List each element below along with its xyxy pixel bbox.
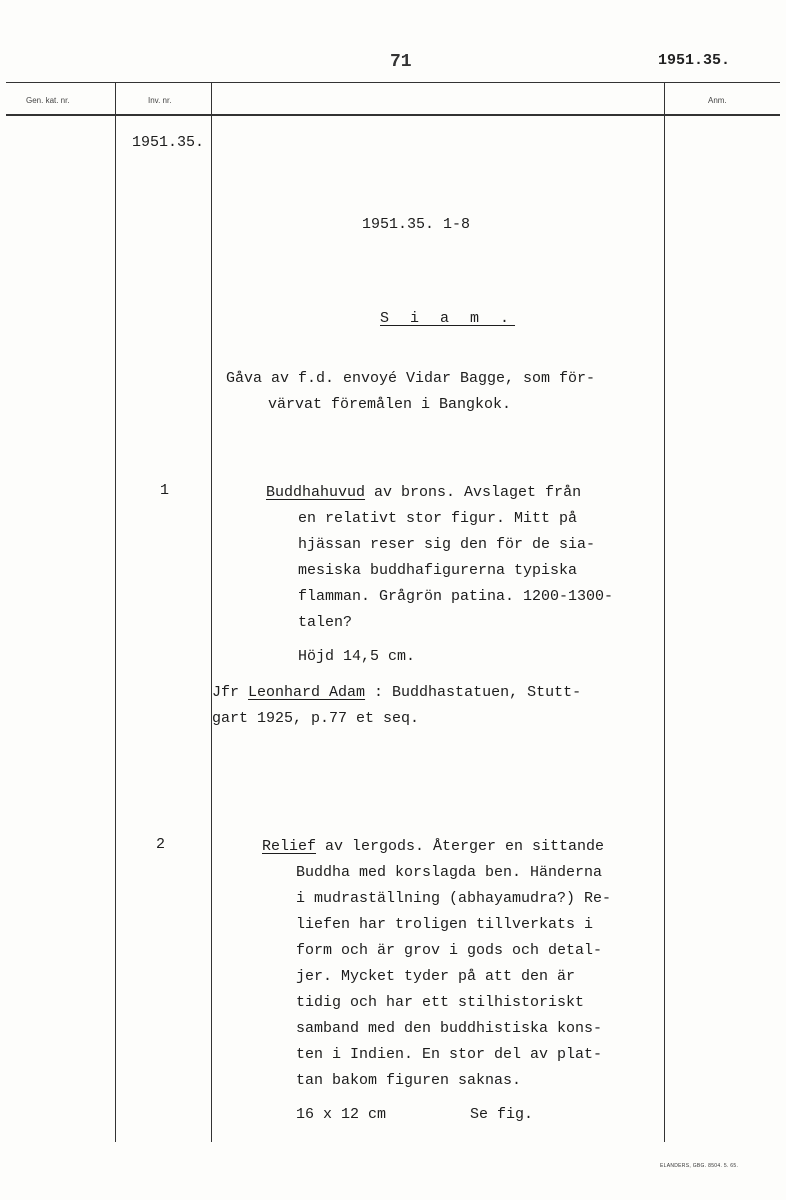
- entry-number: 2: [156, 836, 166, 853]
- entry-text: av lergods. Återger en sittande: [316, 838, 605, 855]
- entry-measure: Höjd 14,5 cm.: [298, 648, 416, 665]
- column-rule-3: [664, 82, 665, 1142]
- entry-line: hjässan reser sig den för de sia-: [298, 536, 596, 553]
- entry-reference: Jfr Leonhard Adam : Buddhastatuen, Stutt-: [212, 684, 582, 701]
- heading-range: 1951.35. 1-8: [362, 216, 471, 233]
- entry-line: jer. Mycket tyder på att den är: [296, 968, 576, 985]
- entry-measure: 16 x 12 cm: [296, 1106, 387, 1123]
- column-rule-1: [115, 82, 116, 1142]
- entry-line: form och är grov i gods och detal-: [296, 942, 603, 959]
- reference-author: Leonhard Adam: [248, 684, 366, 701]
- entry-line: talen?: [298, 614, 353, 631]
- entry-title: Relief: [262, 838, 317, 855]
- catalog-code: 1951.35.: [658, 52, 731, 69]
- entry-text: av brons. Avslaget från: [365, 484, 582, 501]
- figure-note: Se fig.: [470, 1106, 534, 1123]
- entry-number: 1: [160, 482, 170, 499]
- entry-line: [266, 480, 581, 506]
- entry-line: tan bakom figuren saknas.: [296, 1072, 522, 1089]
- entry-line: [262, 834, 604, 860]
- entry-title: Buddhahuvud: [266, 484, 366, 501]
- entry-reference: gart 1925, p.77 et seq.: [212, 710, 420, 727]
- entry-line: mesiska buddhafigurerna typiska: [298, 562, 578, 579]
- page-number: 71: [390, 52, 412, 72]
- inventory-number: 1951.35.: [132, 134, 205, 151]
- entry-line: en relativt stor figur. Mitt på: [298, 510, 578, 527]
- column-header-inv: Inv. nr.: [148, 96, 172, 105]
- entry-line: ten i Indien. En stor del av plat-: [296, 1046, 603, 1063]
- column-header-anm: Anm.: [708, 96, 727, 105]
- entry-line: Buddha med korslagda ben. Händerna: [296, 864, 603, 881]
- entry-line: samband med den buddhistiska kons-: [296, 1020, 603, 1037]
- column-rule-2: [211, 82, 212, 1142]
- entry-line: i mudraställning (abhayamudra?) Re-: [296, 890, 612, 907]
- heading-place: S i a m .: [380, 310, 516, 327]
- entry-line: liefen har troligen tillverkats i: [296, 916, 594, 933]
- column-header-gen-kat: Gen. kat. nr.: [26, 96, 70, 105]
- entry-line: flamman. Grågrön patina. 1200-1300-: [298, 588, 614, 605]
- donation-line: Gåva av f.d. envoyé Vidar Bagge, som för-: [226, 370, 596, 387]
- printer-mark: ELANDERS, GBG. 8504. 5. 65.: [660, 1163, 739, 1169]
- donation-line: värvat föremålen i Bangkok.: [268, 396, 512, 413]
- entry-line: tidig och har ett stilhistoriskt: [296, 994, 585, 1011]
